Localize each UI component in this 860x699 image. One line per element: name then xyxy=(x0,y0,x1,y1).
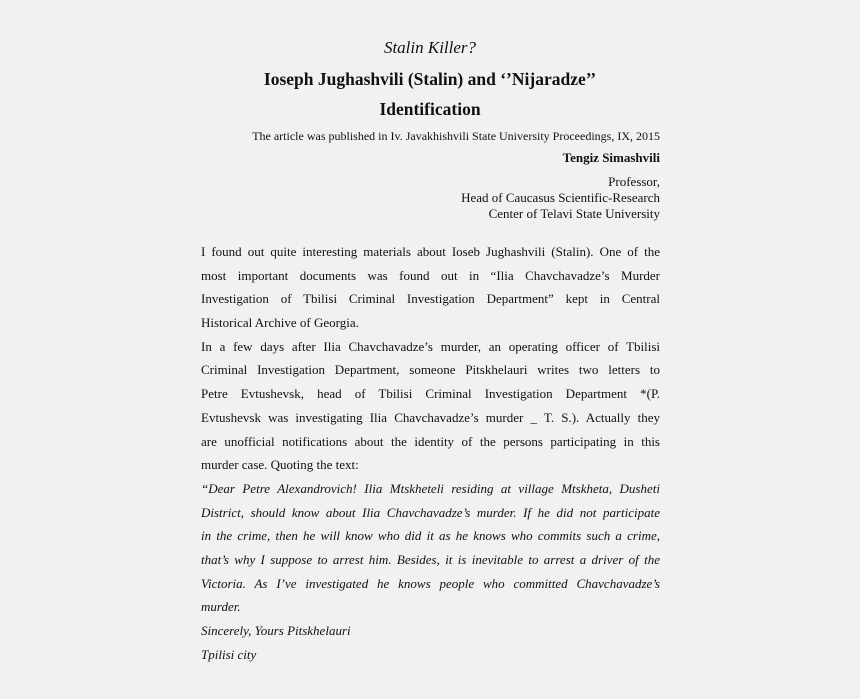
document-kicker-title: Stalin Killer? xyxy=(383,38,477,57)
body-line: murder case. Quoting the text: xyxy=(201,457,359,473)
quote-line: “Dear Petre Alexandrovich! Ilia Mtskheteli residing at village Mtskheta, Dusheti xyxy=(201,480,660,496)
body-line: are unofficial notifications about the identity of the persons participating in this xyxy=(201,433,660,449)
body-line: Criminal Investigation Department, someone Pitskhelauri writes two letters to xyxy=(201,362,660,378)
body-line: Petre Evtushevsk, head of Tbilisi Criminal Investigation Department *(P. xyxy=(201,386,660,402)
affiliation-line: Head of Caucasus Scientific-Research xyxy=(461,190,660,205)
body-line: Historical Archive of Georgia. xyxy=(201,315,359,331)
body-line: Investigation of Tbilisi Criminal Investigation Department” kept in Central xyxy=(201,291,660,307)
article-body xyxy=(201,240,660,666)
quote-line: District, should know about Ilia Chavchavadze’s murder. If he did not participate xyxy=(201,504,660,520)
publication-note: The article was published in Iv. Javakhishvili State University Proceedings, IX, 2015 xyxy=(252,129,660,143)
quote-signature: Sincerely, Yours Pitskhelauri xyxy=(201,623,351,638)
body-line: In a few days after Ilia Chavchavadze’s murder, an operating officer of Tbilisi xyxy=(201,338,660,354)
body-line: Evtushevsk was investigating Ilia Chavchavadze’s murder _ T. S.). Actually they xyxy=(201,409,660,425)
document-main-title: Ioseph Jughashvili (Stalin) and ‘’Nijaradze’’ xyxy=(263,69,597,89)
body-line: I found out quite interesting materials about Ioseb Jughashvili (Stalin). One of the xyxy=(201,244,660,259)
affiliation-line: Center of Telavi State University xyxy=(488,206,660,221)
document-subtitle: Identification xyxy=(379,99,481,119)
affiliation-line: Professor, xyxy=(608,174,660,189)
quote-location: Tpilisi city xyxy=(201,646,257,662)
quote-line: murder. xyxy=(201,599,241,615)
quote-line: in the crime, then he will know who did it as he knows who commits such a crime, xyxy=(201,528,660,544)
body-line: most important documents was found out in “Ilia Chavchavadze’s Murder xyxy=(201,267,660,283)
quote-line: Victoria. As I’ve investigated he knows people who committed Chavchavadze’s xyxy=(201,575,660,591)
quote-line: that’s why I suppose to arrest him. Besides, it is inevitable to arrest a driver of the xyxy=(201,551,660,567)
author-name: Tengiz Simashvili xyxy=(562,150,660,165)
